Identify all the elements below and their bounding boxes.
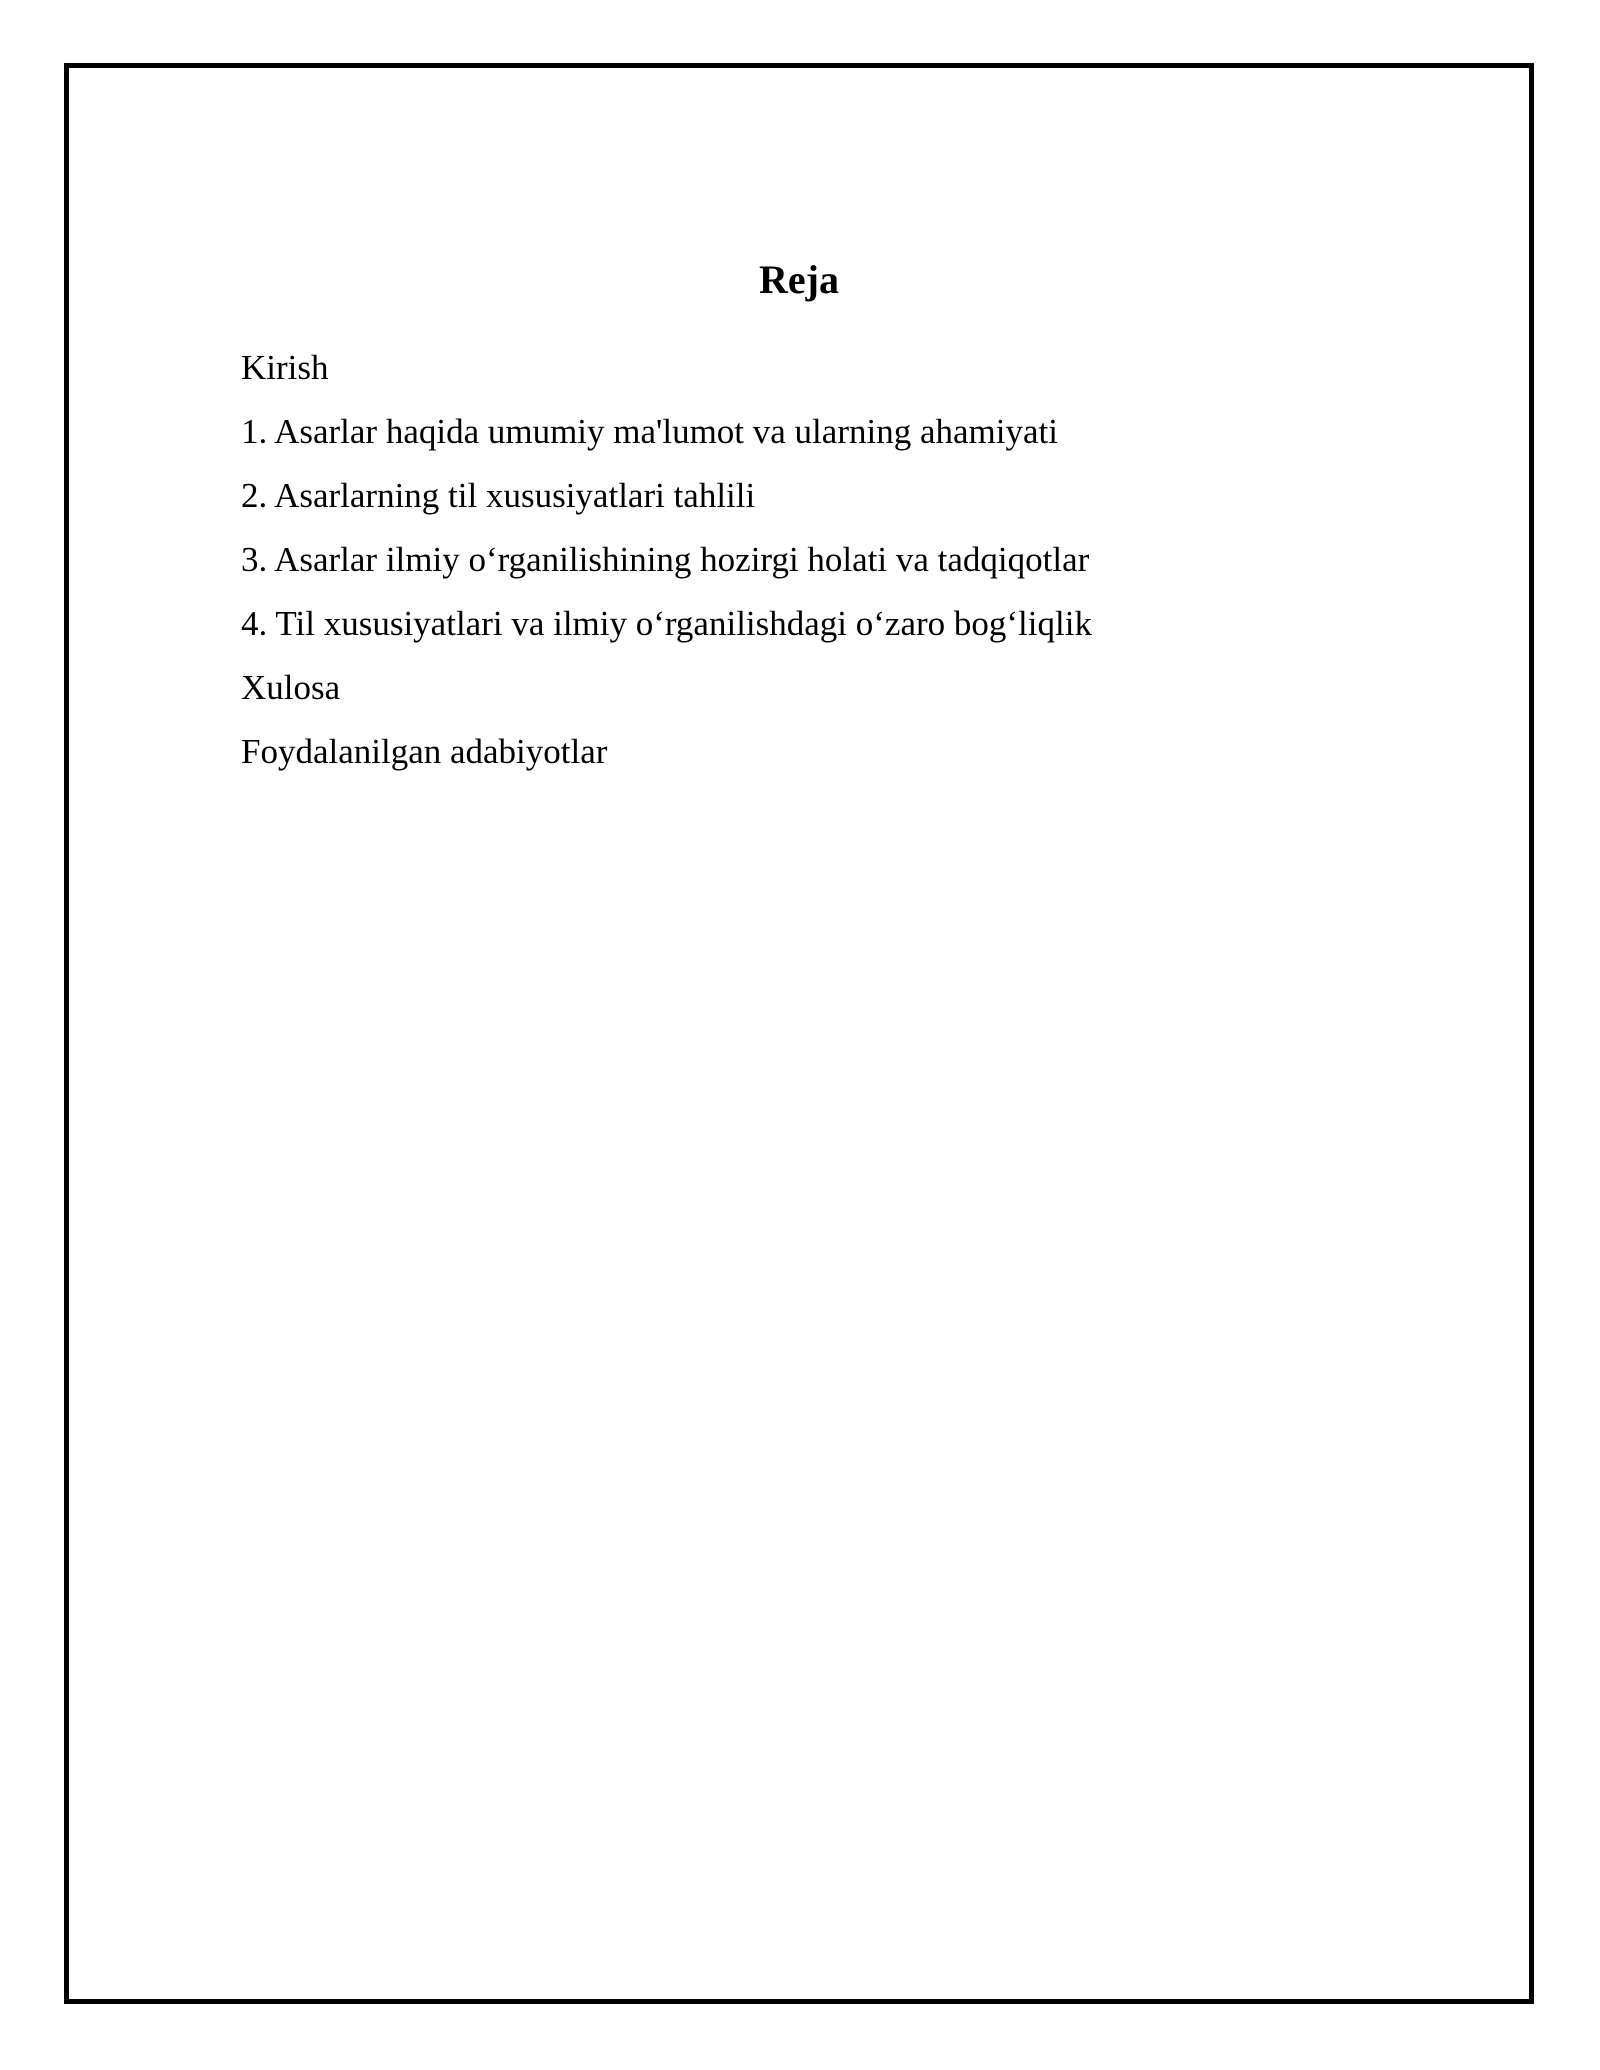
plan-list	[241, 348, 1092, 796]
plan-item-1: 1. Asarlar haqida umumiy ma'lumot va ularning ahamiyati	[241, 412, 1058, 451]
plan-item-conclusion: Xulosa	[241, 668, 341, 707]
plan-item-introduction: Kirish	[241, 348, 329, 387]
plan-item-references: Foydalanilgan adabiyotlar	[241, 732, 608, 771]
page-border	[64, 63, 1534, 2004]
plan-item-4: 4. Til xususiyatlari va ilmiy o‘rganilishdagi o‘zaro bog‘liqlik	[241, 604, 1092, 643]
plan-item-3: 3. Asarlar ilmiy o‘rganilishining hozirgi holati va tadqiqotlar	[241, 540, 1090, 579]
plan-item-2: 2. Asarlarning til xususiyatlari tahlili	[241, 476, 756, 515]
page-title: Reja	[759, 257, 839, 302]
